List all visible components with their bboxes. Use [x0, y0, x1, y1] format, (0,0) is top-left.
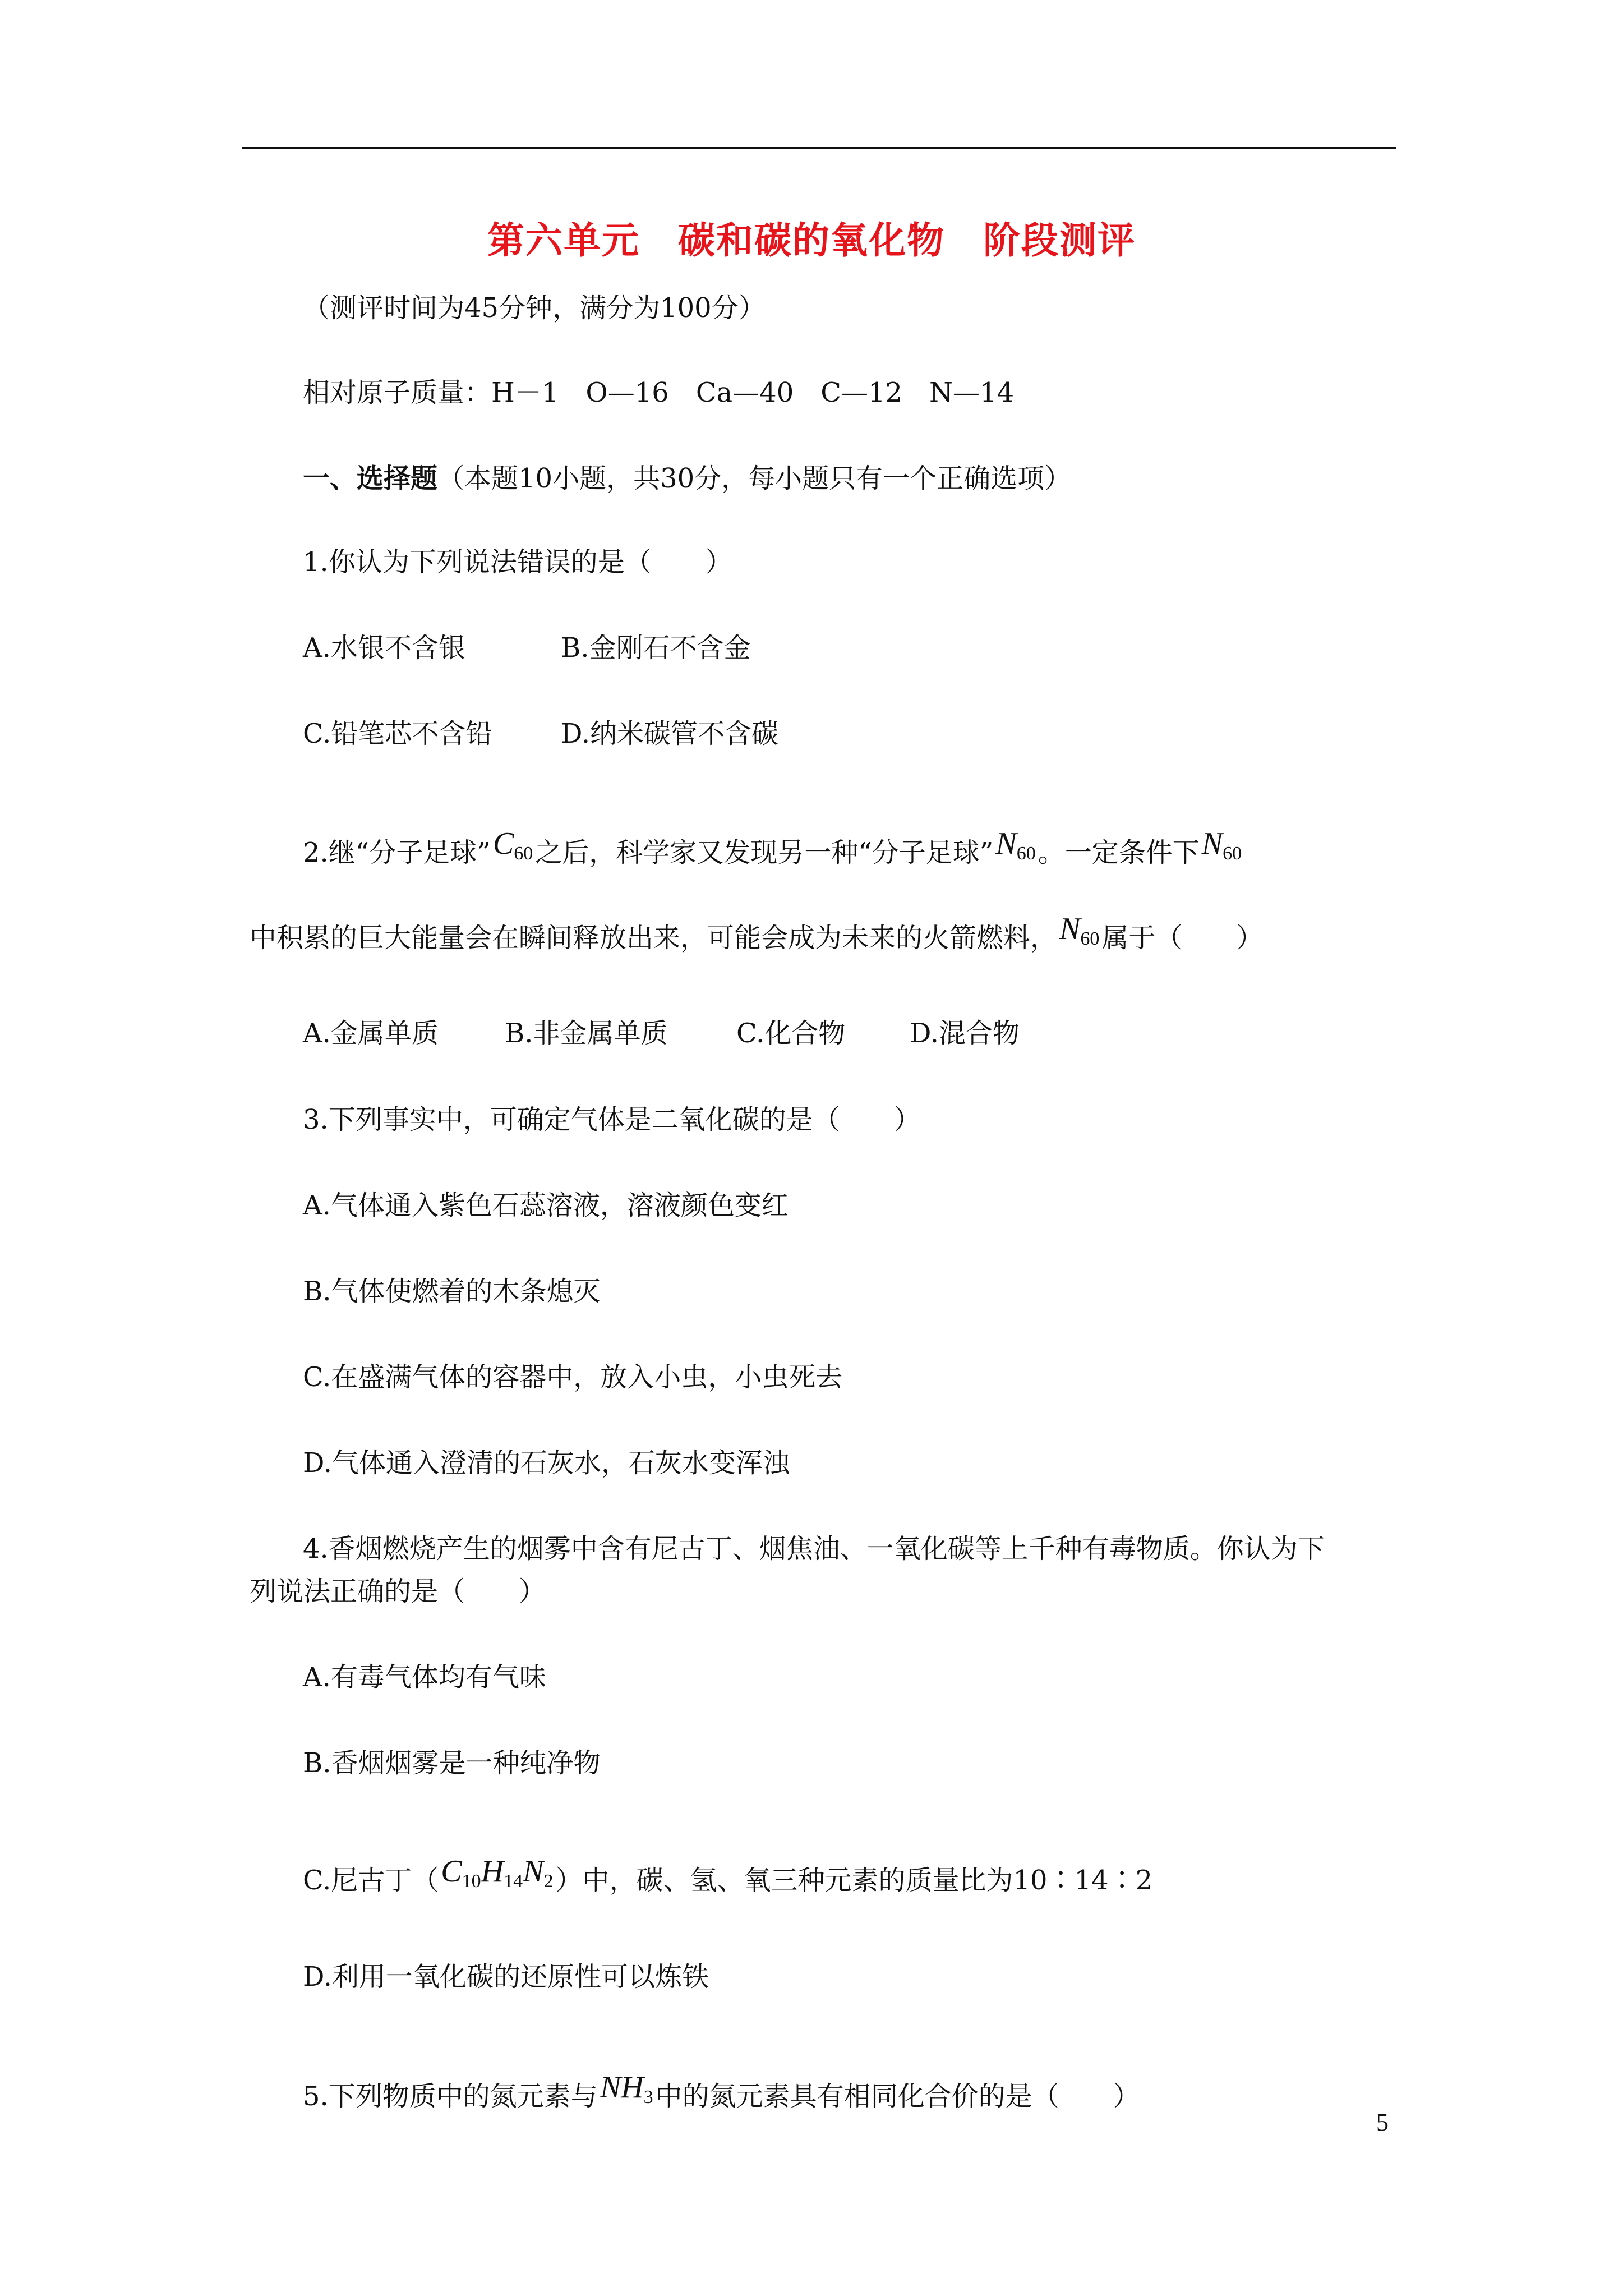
question-4-option-c-prefix: C.尼古丁（ — [303, 1865, 439, 1896]
question-3-stem: 3.下列事实中，可确定气体是二氧化碳的是（ ） — [303, 1104, 921, 1135]
question-5-text-a: 5.下列物质中的氮元素与 — [303, 2081, 598, 2112]
question-2-text-d: 中积累的巨大能量会在瞬间释放出来，可能会成为未来的火箭燃料， — [250, 922, 1058, 954]
question-3-option-b: B.气体使燃着的木条熄灭 — [303, 1276, 601, 1307]
question-4-stem-line2: 列说法正确的是（ ） — [250, 1576, 546, 1607]
question-1-option-d: D.纳米碳管不含碳 — [561, 718, 779, 749]
question-4-stem-line1: 4.香烟燃烧产生的烟雾中含有尼古丁、烟焦油、一氧化碳等上千种有毒物质。你认为下 — [303, 1533, 1325, 1565]
page-number: 5 — [1376, 2109, 1389, 2136]
question-1-option-a: A.水银不含银 — [303, 632, 465, 664]
page-title: 第六单元 碳和碳的氧化物 阶段测评 — [487, 218, 1136, 262]
question-4-option-b: B.香烟烟雾是一种纯净物 — [303, 1747, 601, 1779]
question-2-text-c: 。一定条件下 — [1038, 837, 1200, 868]
header-rule — [242, 147, 1396, 149]
time-note: （测评时间为45分钟，满分为100分） — [303, 292, 766, 324]
question-2-text-e: 属于（ ） — [1101, 922, 1264, 954]
question-2-option-c: C.化合物 — [736, 1018, 846, 1049]
section-heading-note: （本题10小题，共30分，每小题只有一个正确选项） — [437, 463, 1072, 494]
question-4-option-c-suffix: ）中，碳、氢、氧三种元素的质量比为10∶14∶2 — [555, 1865, 1153, 1896]
question-2-text-a: 2.继“分子足球” — [303, 837, 491, 868]
formula-n60: $N_{60}$ — [1059, 912, 1100, 949]
formula-c60: $C_{60}$ — [492, 826, 533, 864]
atomic-mass-note: 相对原子质量：H－1 O—16 Ca—40 C—12 N—14 — [303, 377, 1015, 408]
question-2-option-d: D.混合物 — [910, 1018, 1020, 1049]
question-1-option-c: C.铅笔芯不含铅 — [303, 718, 493, 749]
question-5-stem — [303, 2070, 1140, 2122]
question-3-option-d: D.气体通入澄清的石灰水，石灰水变浑浊 — [303, 1447, 790, 1479]
formula-n60: $N_{60}$ — [1201, 826, 1242, 864]
formula-nicotine: $C_{10}H_{14}N_2$ — [441, 1854, 554, 1892]
question-4-option-d: D.利用一氧化碳的还原性可以炼铁 — [303, 1961, 709, 1993]
question-1-option-b: B.金刚石不含金 — [561, 632, 751, 664]
formula-nh3: $NH_3$ — [600, 2070, 653, 2108]
question-2-option-a: A.金属单质 — [303, 1018, 439, 1049]
question-2-option-b: B.非金属单质 — [505, 1018, 668, 1049]
formula-n60: $N_{60}$ — [995, 826, 1036, 864]
question-4-option-c — [303, 1854, 1153, 1906]
question-2-stem-line2 — [250, 912, 1264, 964]
question-3-option-c: C.在盛满气体的容器中，放入小虫，小虫死去 — [303, 1361, 843, 1393]
question-3-option-a: A.气体通入紫色石蕊溶液，溶液颜色变红 — [303, 1190, 789, 1221]
section-heading — [303, 462, 1071, 495]
question-2-text-b: 之后，科学家又发现另一种“分子足球” — [535, 837, 994, 868]
question-5-text-b: 中的氮元素具有相同化合价的是（ ） — [655, 2081, 1140, 2112]
question-1-stem: 1.你认为下列说法错误的是（ ） — [303, 546, 732, 578]
question-4-option-a: A.有毒气体均有气味 — [303, 1662, 546, 1693]
section-heading-title: 一、选择题 — [303, 463, 438, 494]
question-2-stem-line1 — [303, 826, 1244, 878]
